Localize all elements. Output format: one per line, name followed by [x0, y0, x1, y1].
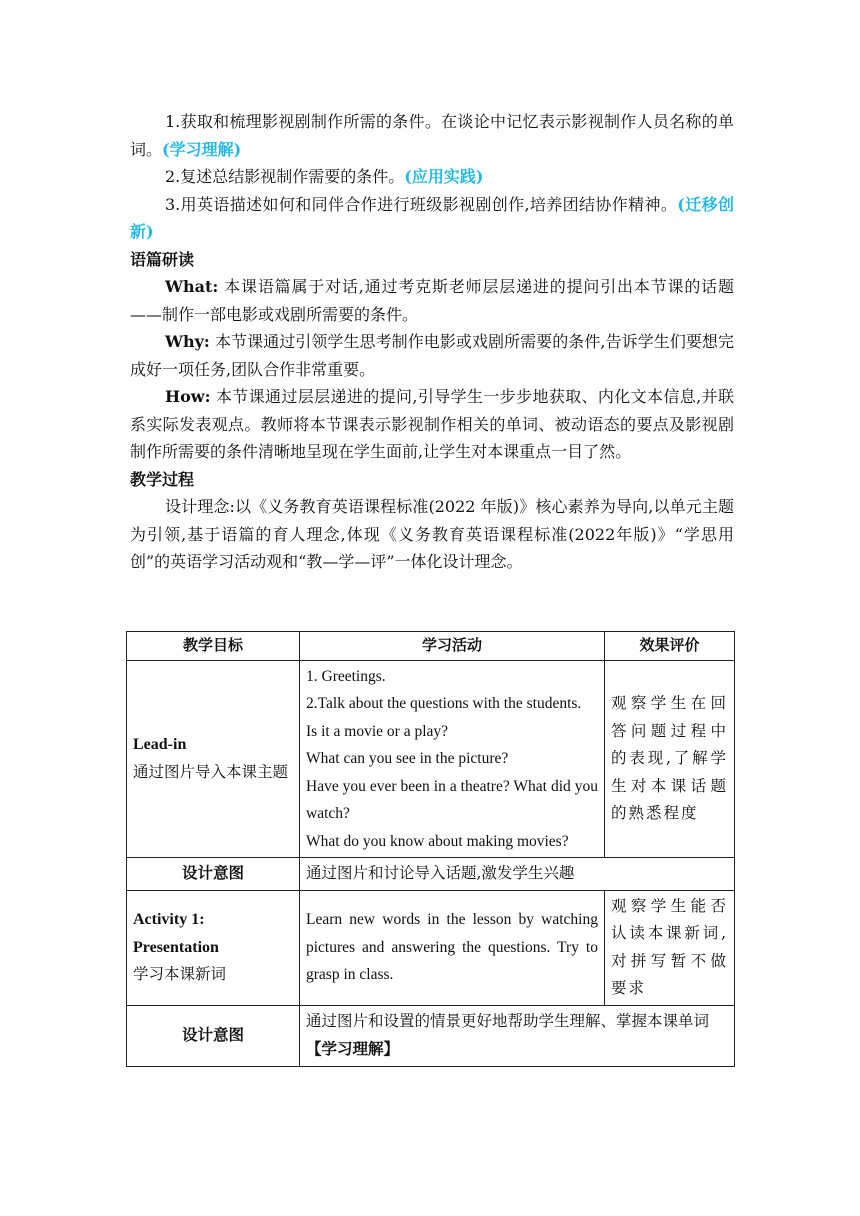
- process-intro: 设计理念:以《义务教育英语课程标准(2022 年版)》核心素养为导向,以单元主题为引领,基于语篇的育人理念,体现《义务教育英语课程标准(2022年版)》“学思用创”的英语学习活动观和“教—学—评”一体化设计理念。: [130, 497, 734, 571]
- table-row: [127, 858, 735, 891]
- intent-label-2: 设计意图: [127, 1005, 300, 1066]
- intent-label-1: 设计意图: [127, 858, 300, 891]
- list-item: What can you see in the picture?: [306, 750, 509, 767]
- table-row: [127, 890, 735, 1005]
- table-row: [127, 660, 735, 858]
- document-body: [130, 108, 734, 576]
- list-item: 2.Talk about the questions with the students.: [306, 695, 582, 712]
- how-paragraph: How: 本节课通过层层递进的提问,引导学生一步步地获取、内化文本信息,并联系实际发表观点。教师将本节课表示影视制作相关的单词、被动语态的要点及影视剧制作所需要的条件清晰地呈现在学生面前,让学生对本课重点一目了然。: [130, 387, 734, 461]
- objective-2: 2.复述总结影视制作需要的条件。(应用实践): [165, 167, 484, 186]
- lesson-plan-table: [126, 631, 735, 1067]
- header-evaluation: 效果评价: [605, 632, 735, 661]
- leadin-activities: [300, 660, 605, 858]
- activity1-activity: Learn new words in the lesson by watching pictures and answering the questions. Try to grasp in class.: [300, 890, 605, 1005]
- activity1-desc: 学习本课新词: [133, 965, 227, 984]
- leadin-objective: [127, 660, 300, 858]
- what-paragraph: What: 本课语篇属于对话,通过考克斯老师层层递进的提问引出本节课的话题——制作一部电影或戏剧所需要的条件。: [130, 277, 734, 324]
- intent-text-2: 通过图片和设置的情景更好地帮助学生理解、掌握本课单词【学习理解】: [300, 1005, 735, 1066]
- leadin-desc: 通过图片导入本课主题: [133, 762, 289, 781]
- intent-text-1: 通过图片和讨论导入话题,激发学生兴趣: [300, 858, 735, 891]
- activity1-subtitle: Presentation: [133, 938, 219, 956]
- activity1-title: Activity 1:: [133, 911, 205, 929]
- section-heading-reading: 语篇研读: [130, 249, 195, 269]
- table-header-row: [127, 632, 735, 661]
- header-activity: 学习活动: [300, 632, 605, 661]
- list-item: Have you ever been in a theatre? What did you watch?: [306, 777, 598, 822]
- objective-1: 1.获取和梳理影视剧制作所需的条件。在谈论中记忆表示影视制作人员名称的单词。(学习理解): [130, 112, 734, 159]
- objective-2-tag: (应用实践): [404, 167, 484, 186]
- activity1-evaluation: 观察学生能否认读本课新词,对拼写暂不做要求: [605, 890, 735, 1005]
- list-item: Is it a movie or a play?: [306, 722, 449, 740]
- activity1-objective: [127, 890, 300, 1005]
- list-item: What do you know about making movies?: [306, 832, 569, 850]
- why-paragraph: Why: 本节课通过引领学生思考制作电影或戏剧所需要的条件,告诉学生们要想完成好一项任务,团队合作非常重要。: [130, 332, 734, 379]
- objective-1-tag: (学习理解): [162, 139, 242, 159]
- objective-3: 3.用英语描述如何和同伴合作进行班级影视剧创作,培养团结协作精神。(迁移创新): [130, 194, 734, 241]
- objective-3-tag: (迁移创新): [130, 194, 734, 241]
- leadin-title: Lead-in: [133, 736, 187, 754]
- table-row: [127, 1005, 735, 1066]
- header-objective: 教学目标: [127, 632, 300, 661]
- intent-2-tag: 【学习理解】: [306, 1039, 400, 1058]
- leadin-evaluation: 观察学生在回答问题过程中的表现,了解学生对本课话题的熟悉程度: [605, 660, 735, 858]
- section-heading-process: 教学过程: [130, 469, 195, 489]
- list-item: 1. Greetings.: [306, 667, 386, 685]
